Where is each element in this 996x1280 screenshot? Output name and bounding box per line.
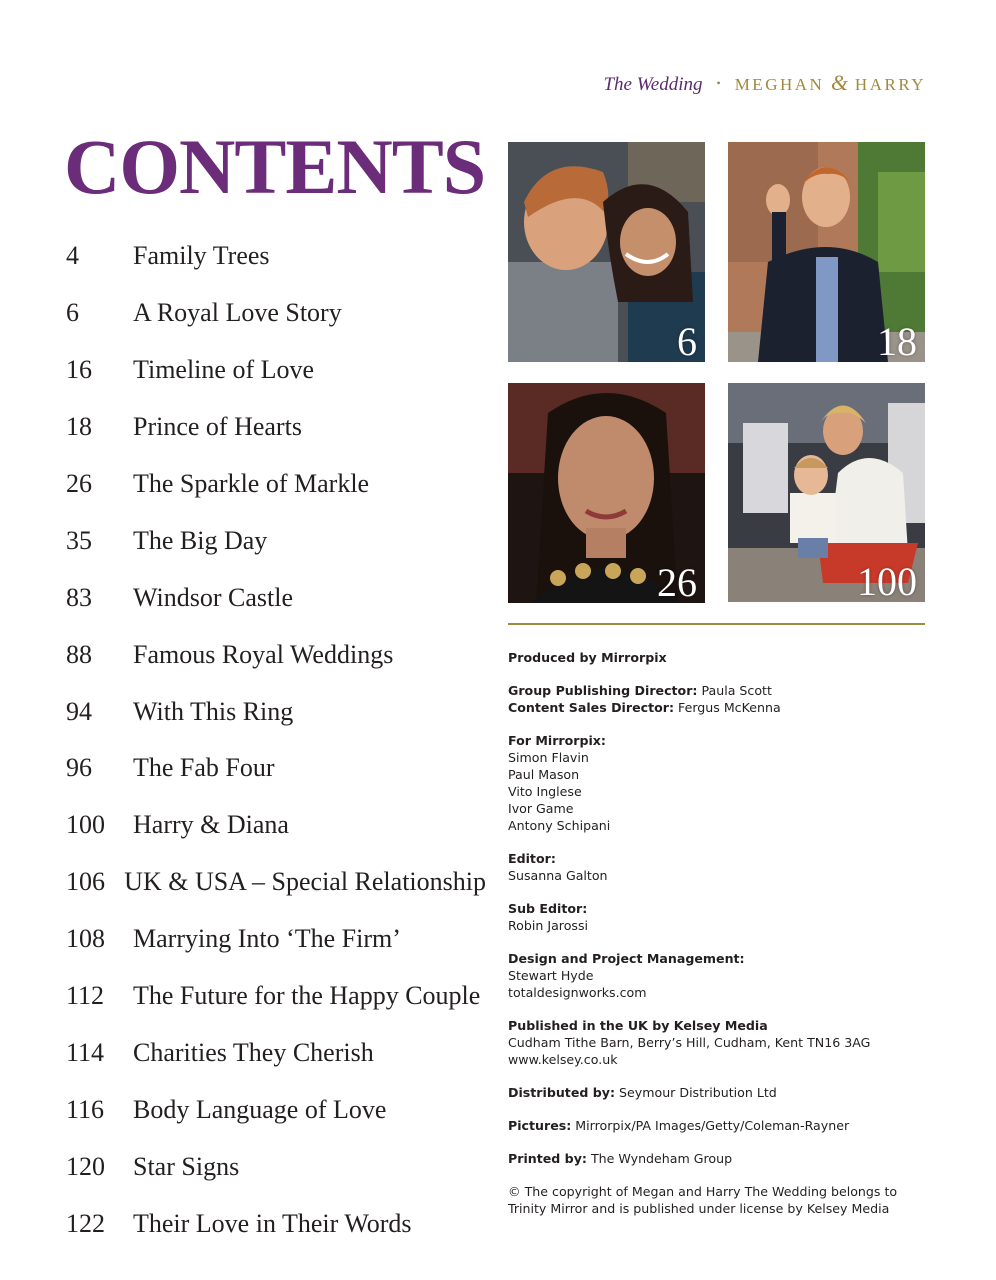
content-sales-line xyxy=(508,699,928,716)
toc-page-number: 18 xyxy=(66,412,92,442)
credits-directors xyxy=(508,682,928,716)
mirrorpix-name: Paul Mason xyxy=(508,767,580,782)
brand-ampersand: & xyxy=(831,70,849,95)
copyright-text: © The copyright of Megan and Harry The Wedding belongs to Trinity Mirror and is published under license by Kelsey Media xyxy=(508,1184,898,1216)
pictures-value: Mirrorpix/PA Images/Getty/Coleman-Rayner xyxy=(571,1118,850,1133)
toc-page-number: 35 xyxy=(66,525,92,555)
toc-title: The Fab Four xyxy=(133,753,275,783)
toc-page-number: 122 xyxy=(66,1208,105,1238)
editor-value: Susanna Galton xyxy=(508,868,608,883)
photo-page-number: 100 xyxy=(857,559,917,602)
credits-sub-editor xyxy=(508,900,928,934)
toc-page-number: 83 xyxy=(66,582,92,612)
credits-distributed xyxy=(508,1084,928,1101)
harry-waving-photo xyxy=(728,142,925,362)
toc-entry[interactable] xyxy=(66,1138,486,1195)
sub-editor-value: Robin Jarossi xyxy=(508,918,589,933)
mirrorpix-name: Vito Inglese xyxy=(508,784,582,799)
content-sales-value: Fergus McKenna xyxy=(674,700,781,715)
toc-entry[interactable] xyxy=(66,626,486,683)
toc-page-number: 114 xyxy=(66,1037,105,1067)
credits-pictures xyxy=(508,1117,928,1134)
running-header xyxy=(603,70,926,96)
credits-produced-by xyxy=(508,649,928,666)
group-publishing-line xyxy=(508,682,928,699)
header-brand xyxy=(735,70,926,96)
toc-title: Family Trees xyxy=(133,241,270,271)
toc-title: Timeline of Love xyxy=(133,355,315,385)
published-website: www.kelsey.co.uk xyxy=(508,1052,618,1067)
toc-page-number: 112 xyxy=(66,981,105,1011)
credits-copyright xyxy=(508,1183,928,1217)
header-title: The Wedding xyxy=(603,74,703,95)
toc-title: Prince of Hearts xyxy=(133,412,302,442)
sub-editor-label: Sub Editor: xyxy=(508,901,588,916)
credits-design xyxy=(508,950,928,1001)
header-separator: • xyxy=(716,76,721,90)
brand-left: MEGHAN xyxy=(734,75,825,94)
toc-entry[interactable] xyxy=(66,512,486,569)
credits-for-mirrorpix xyxy=(508,732,928,834)
toc-entry[interactable] xyxy=(66,342,486,399)
design-website: totaldesignworks.com xyxy=(508,985,647,1000)
credits-printed xyxy=(508,1150,928,1167)
photo-page-number: 26 xyxy=(657,560,697,603)
toc-title: Windsor Castle xyxy=(133,582,293,612)
toc-title: Star Signs xyxy=(133,1151,240,1181)
distributed-label: Distributed by: xyxy=(508,1085,616,1100)
printed-value: The Wyndeham Group xyxy=(586,1151,733,1166)
toc-title: Harry & Diana xyxy=(133,810,289,840)
toc-page-number: 108 xyxy=(66,924,105,954)
toc-entry[interactable] xyxy=(66,228,486,285)
toc-entry[interactable] xyxy=(66,285,486,342)
editor-label: Editor: xyxy=(508,851,556,866)
toc-page-number: 6 xyxy=(66,298,79,328)
credits-editor xyxy=(508,850,928,884)
design-value: Stewart Hyde xyxy=(508,968,594,983)
mirrorpix-name: Ivor Game xyxy=(508,801,574,816)
photo-page-number: 18 xyxy=(877,319,917,362)
couple-photo-image xyxy=(508,142,705,362)
toc-title: A Royal Love Story xyxy=(133,298,342,328)
toc-title: Marrying Into ‘The Firm’ xyxy=(133,924,401,954)
content-sales-label: Content Sales Director: xyxy=(508,700,675,715)
for-mirrorpix-label: For Mirrorpix: xyxy=(508,733,606,748)
toc-title: With This Ring xyxy=(133,696,294,726)
toc-page-number: 96 xyxy=(66,753,92,783)
toc-title: The Big Day xyxy=(133,525,268,555)
brand-right: HARRY xyxy=(854,75,926,94)
toc-title: Charities They Cherish xyxy=(133,1037,374,1067)
toc-page-number: 120 xyxy=(66,1151,105,1181)
gold-divider xyxy=(508,623,925,625)
design-label: Design and Project Management: xyxy=(508,951,745,966)
toc-title: The Future for the Happy Couple xyxy=(133,981,481,1011)
diana-with-child-photo xyxy=(728,383,925,602)
meghan-portrait-photo xyxy=(508,383,705,603)
mirrorpix-name: Simon Flavin xyxy=(508,750,589,765)
published-address: Cudham Tithe Barn, Berry’s Hill, Cudham, Kent TN16 3AG xyxy=(508,1035,871,1050)
credits xyxy=(508,649,928,1233)
toc-entry[interactable] xyxy=(66,854,486,911)
distributed-value: Seymour Distribution Ltd xyxy=(615,1085,777,1100)
credits-published xyxy=(508,1017,928,1068)
toc-page-number: 94 xyxy=(66,696,92,726)
toc-entry[interactable] xyxy=(66,911,486,968)
photo-page-number: 6 xyxy=(677,319,697,362)
toc-entry[interactable] xyxy=(66,1081,486,1138)
table-of-contents xyxy=(66,228,486,1252)
couple-photo xyxy=(508,142,705,362)
toc-entry[interactable] xyxy=(66,399,486,456)
toc-title: Body Language of Love xyxy=(133,1094,387,1124)
toc-page-number: 88 xyxy=(66,639,92,669)
toc-entry[interactable] xyxy=(66,569,486,626)
produced-by-label: Produced by Mirrorpix xyxy=(508,650,667,665)
group-publishing-value: Paula Scott xyxy=(697,683,772,698)
toc-page-number: 4 xyxy=(66,241,79,271)
toc-entry[interactable] xyxy=(66,797,486,854)
pictures-label: Pictures: xyxy=(508,1118,572,1133)
toc-page-number: 100 xyxy=(66,810,105,840)
toc-page-number: 116 xyxy=(66,1094,105,1124)
toc-title: The Sparkle of Markle xyxy=(133,469,370,498)
mirrorpix-name: Antony Schipani xyxy=(508,818,611,833)
toc-entry[interactable] xyxy=(66,968,486,1025)
page-title: CONTENTS xyxy=(64,123,486,210)
toc-title: Their Love in Their Words xyxy=(133,1208,412,1238)
group-publishing-label: Group Publishing Director: xyxy=(508,683,698,698)
toc-page-number: 26 xyxy=(66,469,92,498)
toc-entry[interactable] xyxy=(66,1195,486,1252)
toc-entry[interactable] xyxy=(66,456,486,513)
toc-page-number: 106 xyxy=(66,867,105,897)
published-label: Published in the UK by Kelsey Media xyxy=(508,1018,768,1033)
toc-title: UK & USA – Special Relationship xyxy=(124,867,486,897)
toc-entry[interactable] xyxy=(66,683,486,740)
toc-entry[interactable] xyxy=(66,1024,486,1081)
toc-title: Famous Royal Weddings xyxy=(133,639,394,669)
toc-entry[interactable] xyxy=(66,740,486,797)
printed-label: Printed by: xyxy=(508,1151,587,1166)
toc-page-number: 16 xyxy=(66,355,92,385)
